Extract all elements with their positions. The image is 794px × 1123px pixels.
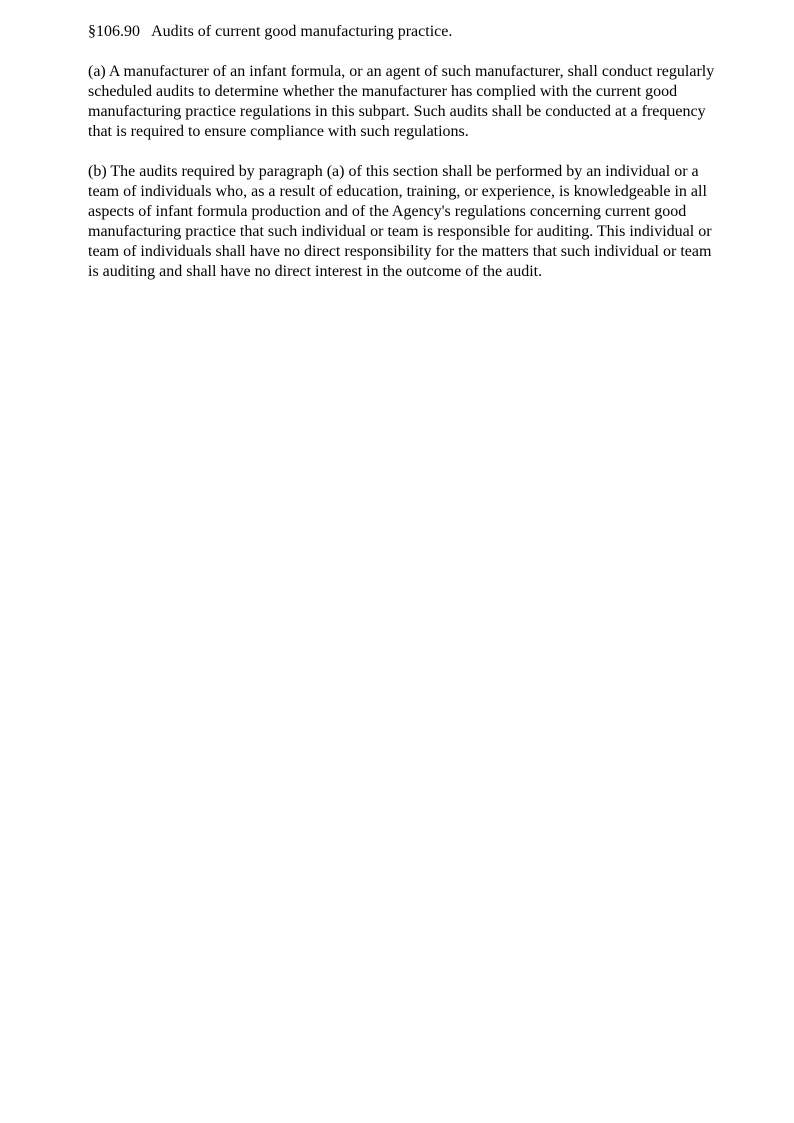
document-page bbox=[88, 22, 718, 302]
paragraph-b: (b) The audits required by paragraph (a) of this section shall be performed by an individual or a team of individuals who, as a result of education, training, or experience, is knowledgeable in all aspects of infant formula production and of the Agency's regulations concerning current good manufacturing practice that such individual or team is responsible for auditing. This individual or team of individuals shall have no direct responsibility for the matters that such individual or team is auditing and shall have no direct interest in the outcome of the audit. bbox=[88, 163, 712, 280]
paragraph-a: (a) A manufacturer of an infant formula, or an agent of such manufacturer, shall conduct regularly scheduled audits to determine whether the manufacturer has complied with the current good manufacturing practice regulations in this subpart. Such audits shall be conducted at a frequency that is required to ensure compliance with such regulations. bbox=[88, 63, 715, 140]
section-heading: §106.90 Audits of current good manufacturing practice. bbox=[88, 23, 453, 40]
